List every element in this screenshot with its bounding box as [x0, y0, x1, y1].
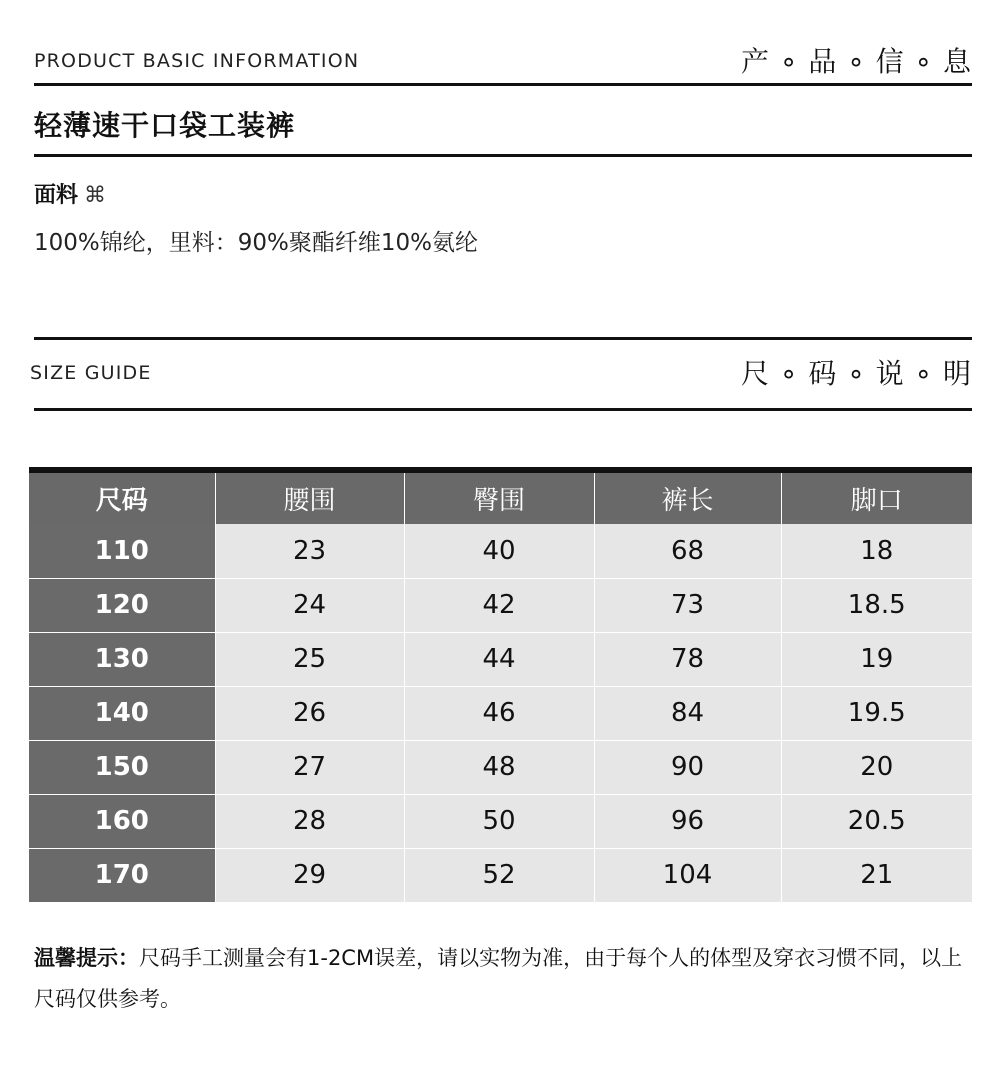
size-guide-heading-cn: 尺 ∘ 码 ∘ 说 ∘ 明 — [741, 357, 972, 390]
product-info-header — [34, 44, 972, 80]
hip-cell: 52 — [404, 848, 594, 902]
length-cell: 90 — [594, 740, 781, 794]
waist-cell: 29 — [215, 848, 404, 902]
waist-cell: 24 — [215, 578, 404, 632]
command-icon: ⌘ — [84, 183, 107, 208]
fabric-composition: 100%锦纶，里料：90%聚酯纤维10%氨纶 — [34, 230, 478, 256]
length-cell: 78 — [594, 632, 781, 686]
column-header-waist: 腰围 — [215, 470, 404, 524]
leg-opening-cell: 19 — [781, 632, 972, 686]
table-header-row — [29, 470, 972, 524]
leg-opening-cell: 21 — [781, 848, 972, 902]
table-row — [29, 848, 972, 902]
fabric-label: 面料 — [34, 183, 79, 208]
table-row — [29, 578, 972, 632]
table-row — [29, 524, 972, 578]
column-header-length: 裤长 — [594, 470, 781, 524]
note-text: 尺码手工测量会有1-2CM误差，请以实物为准，由于每个人的体型及穿衣习惯不同，以上尺码仅供参考。 — [34, 946, 963, 1011]
waist-cell: 25 — [215, 632, 404, 686]
leg-opening-cell: 20.5 — [781, 794, 972, 848]
length-cell: 96 — [594, 794, 781, 848]
product-info-heading-en: PRODUCT BASIC INFORMATION — [34, 50, 360, 72]
size-table — [29, 467, 972, 902]
size-cell: 120 — [29, 578, 215, 632]
length-cell: 68 — [594, 524, 781, 578]
product-info-heading-cn: 产 ∘ 品 ∘ 信 ∘ 息 — [741, 45, 972, 78]
length-cell: 84 — [594, 686, 781, 740]
size-cell: 130 — [29, 632, 215, 686]
note-label: 温馨提示： — [34, 946, 139, 970]
size-cell: 140 — [29, 686, 215, 740]
column-header-leg-opening: 脚口 — [781, 470, 972, 524]
hip-cell: 44 — [404, 632, 594, 686]
table-row — [29, 632, 972, 686]
size-guide-heading-en: SIZE GUIDE — [30, 362, 152, 384]
table-row — [29, 740, 972, 794]
waist-cell: 23 — [215, 524, 404, 578]
table-row — [29, 686, 972, 740]
size-cell: 150 — [29, 740, 215, 794]
divider — [34, 83, 972, 86]
hip-cell: 46 — [404, 686, 594, 740]
hip-cell: 48 — [404, 740, 594, 794]
size-note — [34, 938, 974, 1020]
table-row — [29, 794, 972, 848]
divider — [34, 154, 972, 157]
divider — [34, 337, 972, 340]
size-cell: 170 — [29, 848, 215, 902]
length-cell: 104 — [594, 848, 781, 902]
leg-opening-cell: 19.5 — [781, 686, 972, 740]
leg-opening-cell: 20 — [781, 740, 972, 794]
leg-opening-cell: 18.5 — [781, 578, 972, 632]
fabric-label-row — [34, 178, 106, 209]
length-cell: 73 — [594, 578, 781, 632]
hip-cell: 50 — [404, 794, 594, 848]
size-guide-header — [30, 356, 972, 392]
waist-cell: 26 — [215, 686, 404, 740]
size-cell: 160 — [29, 794, 215, 848]
hip-cell: 40 — [404, 524, 594, 578]
leg-opening-cell: 18 — [781, 524, 972, 578]
waist-cell: 27 — [215, 740, 404, 794]
column-header-size: 尺码 — [29, 470, 215, 524]
divider — [34, 408, 972, 411]
size-cell: 110 — [29, 524, 215, 578]
hip-cell: 42 — [404, 578, 594, 632]
product-title: 轻薄速干口袋工装裤 — [34, 109, 296, 142]
waist-cell: 28 — [215, 794, 404, 848]
column-header-hip: 臀围 — [404, 470, 594, 524]
